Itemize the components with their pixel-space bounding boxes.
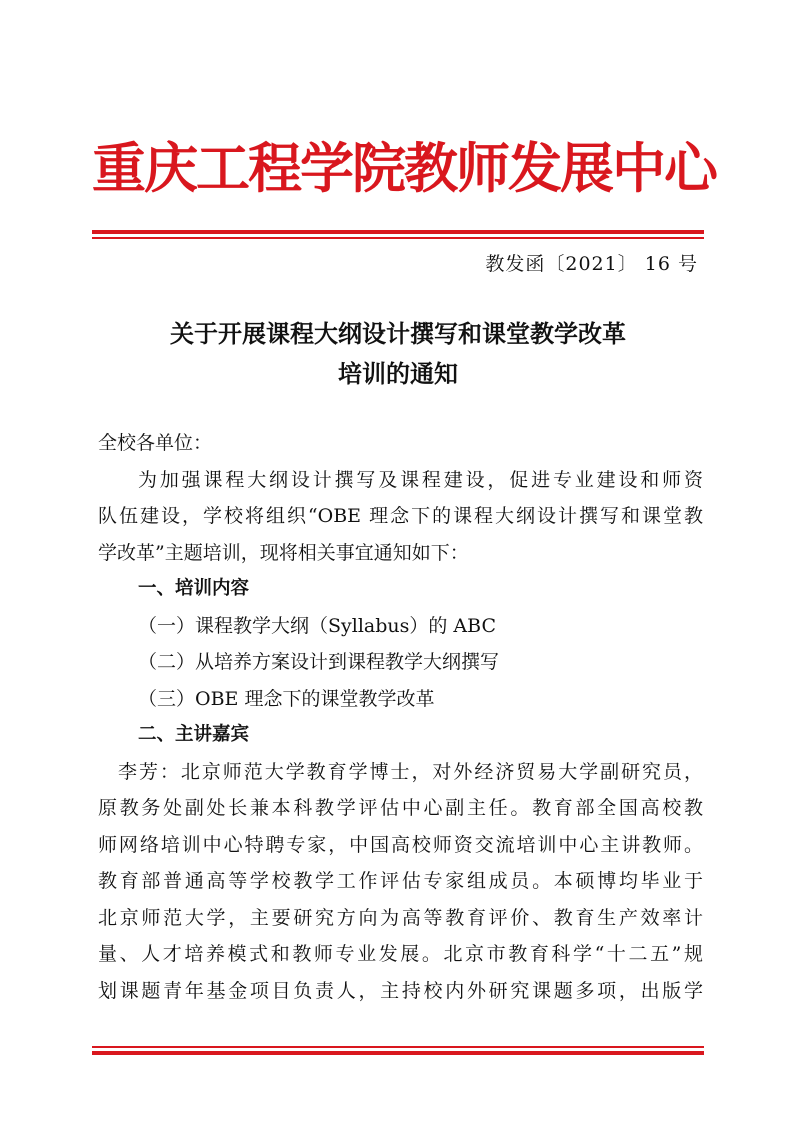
footer-divider	[92, 1046, 704, 1055]
section-heading-speaker: 二、主讲嘉宾	[138, 724, 250, 745]
speaker-bio-line: 师网络培训中心特聘专家，中国高校师资交流培训中心主讲教师。	[98, 833, 703, 856]
document-body	[98, 425, 703, 1009]
training-item: （二）从培养方案设计到课程教学大纲撰写	[138, 651, 500, 673]
speaker-bio-paragraph	[98, 754, 703, 1010]
section-heading-training-content: 一、培训内容	[138, 578, 250, 599]
intro-paragraph	[98, 462, 703, 572]
intro-line: 为加强课程大纲设计撰写及课程建设，促进专业建设和师资	[138, 468, 703, 491]
document-number: 教发函〔2021〕 16 号	[485, 253, 698, 275]
document-title-line-2: 培训的通知	[338, 359, 458, 388]
training-item: （三）OBE 理念下的课堂教学改革	[138, 687, 435, 710]
speaker-bio-line: 原教务处副处长兼本科教学评估中心副主任。教育部全国高校教	[98, 797, 703, 819]
speaker-bio-line: 李芳：北京师范大学教育学博士，对外经济贸易大学副研究员，	[118, 760, 703, 783]
speaker-bio-line: 划课题青年基金项目负责人，主持校内外研究课题多项，出版学	[98, 979, 703, 1002]
training-item: （一）课程教学大纲（Syllabus）的 ABC	[138, 614, 496, 637]
salutation: 全校各单位：	[98, 432, 213, 454]
intro-line: 队伍建设，学校将组织“OBE 理念下的课程大纲设计撰写和课堂教	[98, 505, 703, 527]
speaker-bio-line: 量、人才培养模式和教师专业发展。北京市教育科学“十二五”规	[98, 943, 703, 965]
speaker-bio-line: 北京师范大学，主要研究方向为高等教育评价、教育生产效率计	[98, 906, 703, 929]
speaker-bio-line: 教育部普通高等学校教学工作评估专家组成员。本硕博均毕业于	[98, 870, 703, 892]
letterhead-divider	[92, 230, 704, 239]
document-title-line-1: 关于开展课程大纲设计撰写和课堂教学改革	[170, 319, 626, 348]
letterhead-title: 重庆工程学院教师发展中心	[92, 136, 716, 200]
intro-line: 学改革”主题培训，现将相关事宜通知如下：	[98, 541, 469, 564]
document-title	[92, 314, 704, 394]
